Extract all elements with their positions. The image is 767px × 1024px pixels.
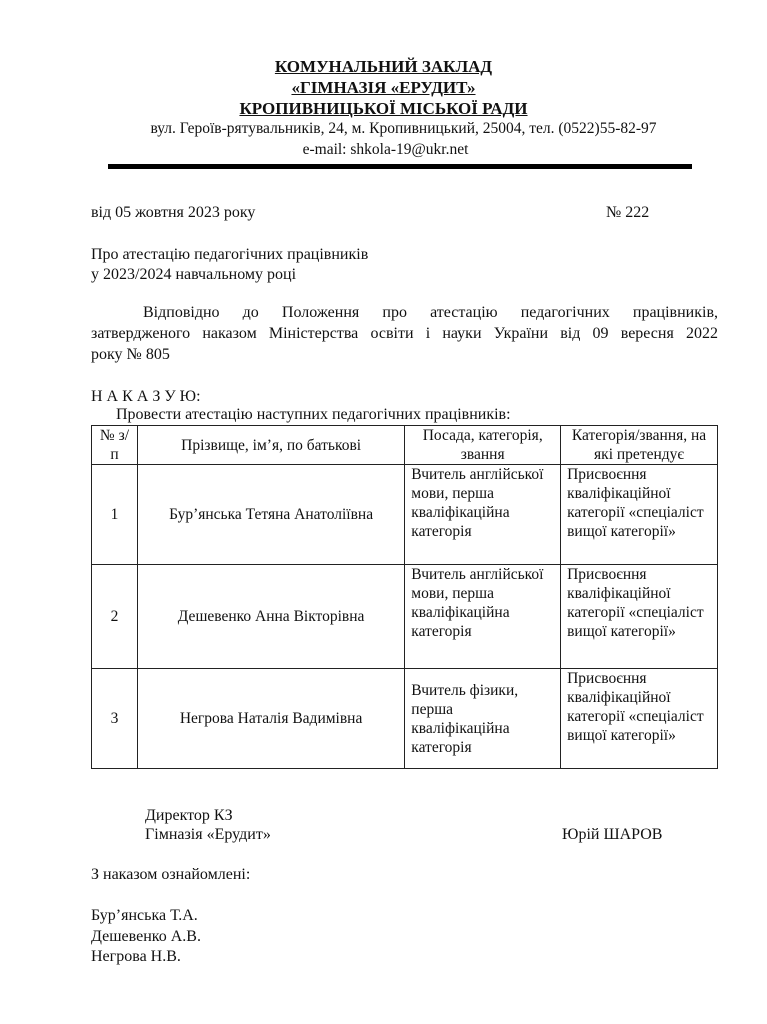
table-row	[92, 565, 718, 669]
list-item: Дешевенко А.В.	[91, 928, 201, 945]
row-number: 3	[92, 669, 138, 769]
row-name: Негрова Наталія Вадимівна	[137, 669, 404, 769]
order-number: № 222	[606, 204, 650, 221]
order-subject-line2: у 2023/2024 навчальному році	[91, 266, 297, 283]
col-header-number: № з/п	[92, 426, 138, 465]
header-divider	[108, 164, 692, 169]
list-item: Негрова Н.В.	[91, 948, 181, 965]
row-position: Вчитель англійської мови, перша кваліфікаційна категорія	[405, 565, 561, 669]
preamble-line1: Відповідно до Положення про атестацію педагогічних працівників,	[143, 304, 718, 321]
row-claim: Присвоєння кваліфікаційної категорії «спеціаліст вищої категорії»	[561, 565, 718, 669]
org-address: вул. Героїв-рятувальників, 24, м. Кропивницький, 25004, тел. (0522)55-82-97	[150, 120, 657, 137]
list-item: Бур’янська Т.А.	[91, 907, 198, 924]
org-name-line2: «ГІМНАЗІЯ «ЕРУДИТ»	[291, 78, 476, 97]
signature-title-line1: Директор КЗ	[145, 807, 233, 824]
order-subject-line1: Про атестацію педагогічних працівників	[91, 246, 369, 263]
table-row	[92, 465, 718, 565]
table-header-row	[92, 426, 718, 465]
order-heading: Н А К А З У Ю:	[91, 388, 201, 405]
row-claim: Присвоєння кваліфікаційної категорії «спеціаліст вищої категорії»	[561, 669, 718, 769]
order-date: від 05 жовтня 2023 року	[91, 204, 256, 221]
table-row	[92, 669, 718, 769]
row-number: 1	[92, 465, 138, 565]
preamble-line3: року № 805	[91, 346, 170, 363]
row-number: 2	[92, 565, 138, 669]
preamble-line2: затвердженого наказом Міністерства освіти і науки України від 09 вересня 2022	[91, 325, 718, 342]
col-header-name: Прізвище, ім’я, по батькові	[137, 426, 404, 465]
acknowledged-label: З наказом ознайомлені:	[91, 866, 251, 883]
org-email: e-mail: shkola-19@ukr.net	[302, 141, 469, 158]
org-name-line3: КРОПИВНИЦЬКОЇ МІСЬКОЇ РАДИ	[239, 99, 528, 118]
row-name: Бур’янська Тетяна Анатоліївна	[137, 465, 404, 565]
row-position: Вчитель англійської мови, перша кваліфікаційна категорія	[405, 465, 561, 565]
row-name: Дешевенко Анна Вікторівна	[137, 565, 404, 669]
order-item: Провести атестацію наступних педагогічних працівників:	[116, 406, 511, 423]
col-header-position: Посада, категорія, звання	[405, 426, 561, 465]
col-header-claim: Категорія/звання, на які претендує	[561, 426, 718, 465]
row-position: Вчитель фізики, перша кваліфікаційна категорія	[405, 669, 561, 769]
org-name-line1: КОМУНАЛЬНИЙ ЗАКЛАД	[274, 57, 493, 76]
signature-name: Юрій ШАРОВ	[562, 826, 663, 843]
attestation-table	[91, 425, 718, 769]
row-claim: Присвоєння кваліфікаційної категорії «спеціаліст вищої категорії»	[561, 465, 718, 565]
signature-title-line2: Гімназія «Ерудит»	[145, 826, 271, 843]
